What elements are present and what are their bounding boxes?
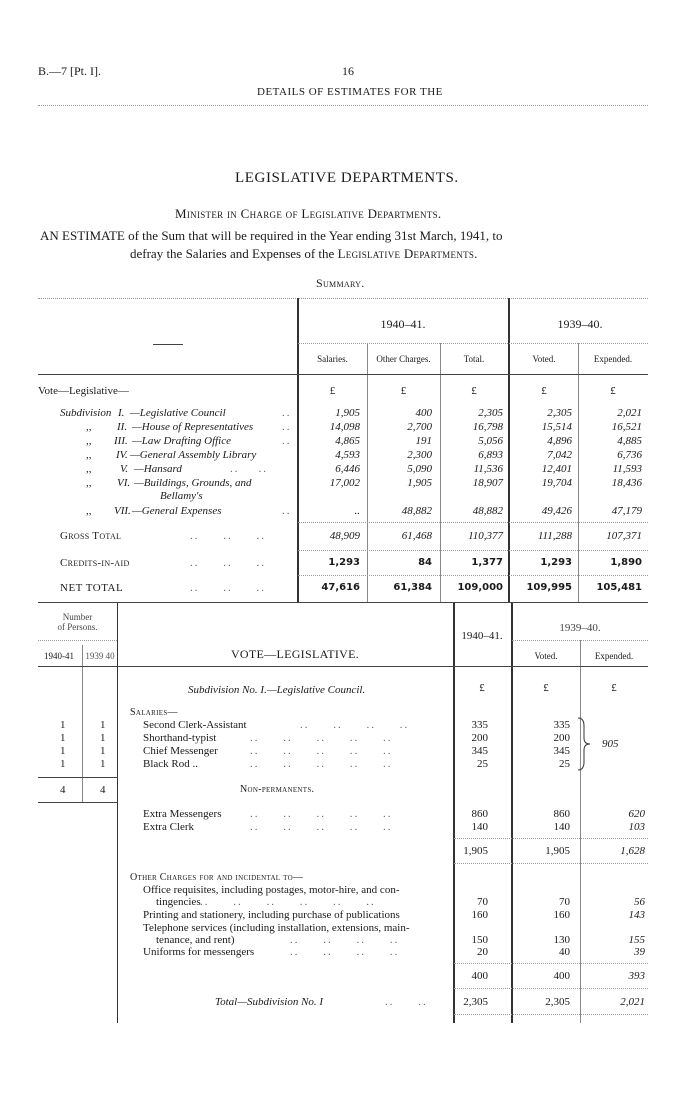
summary-heading: Summary. [316, 276, 365, 290]
subtotal-rule [298, 575, 648, 576]
subtotal-rule [454, 838, 648, 839]
col-line [367, 343, 368, 603]
department-title: LEGISLATIVE DEPARTMENTS. [235, 170, 459, 186]
col-voted: Voted. [534, 651, 558, 661]
subtotal-rule [298, 550, 648, 551]
bottom-rule [454, 1014, 648, 1015]
persons-rule [38, 640, 117, 641]
detail-header-rule [38, 666, 648, 667]
estimate-text-line1: AN ESTIMATE of the Sum that will be required in the Year ending 31st March, 1941, to [40, 228, 503, 243]
pound-sign: £ [611, 682, 617, 694]
persons-total-1939: 4 [100, 784, 106, 796]
detail-col-line [580, 640, 581, 1023]
detail-year-1939: 1939–40. [559, 622, 601, 634]
salaries-expended: 905 [602, 738, 619, 750]
persons-col-line [82, 645, 83, 803]
number-of-persons-header: Number of Persons. [57, 612, 98, 632]
subtotal-rule [298, 522, 648, 523]
summary-year-1940: 1940–41. [380, 317, 426, 331]
persons-total-bottom-rule [38, 802, 117, 803]
header-bottom-rule [38, 374, 648, 375]
detail-year-1940: 1940–41. [461, 630, 503, 642]
salaries-heading: Salaries— [130, 707, 178, 718]
col-voted: Voted. [532, 354, 556, 364]
subdivision-heading: Subdivision No. I.—Legislative Council. [188, 684, 366, 696]
col-line [578, 343, 579, 603]
pound-sign: £ [610, 385, 616, 397]
subtotal-rule [454, 963, 648, 964]
pound-sign: £ [471, 385, 477, 397]
other-charges-heading: Other Charges for and incidental to— [130, 872, 304, 883]
header-rule [38, 105, 648, 106]
minister-heading: Minister in Charge of Legislative Departments. [175, 206, 442, 221]
persons-col-1939: 1939 40 [85, 651, 115, 661]
col-expended: Expended. [594, 651, 634, 661]
pound-sign: £ [541, 385, 547, 397]
col-total: Total. [463, 354, 485, 364]
persons-total-1940: 4 [60, 784, 66, 796]
summary-bottom-rule [38, 602, 648, 603]
non-permanents-heading: Non-permanents. [240, 784, 315, 795]
pound-sign: £ [400, 385, 407, 397]
brace-icon [576, 716, 592, 772]
col-salaries: Salaries. [317, 354, 348, 364]
page-number: 16 [342, 64, 354, 78]
year-rule [298, 343, 648, 344]
subtotal-rule [454, 863, 648, 864]
pound-sign: £ [543, 682, 549, 694]
vote-legislative-label: Vote—Legislative— [38, 385, 129, 397]
stub-dash [153, 344, 183, 345]
summary-year-1939: 1939–40. [557, 317, 603, 331]
col-other-charges: Other Charges. [376, 354, 431, 364]
col-expended: Expended. [593, 354, 633, 364]
pound-sign: £ [329, 385, 336, 397]
summary-top-rule [38, 298, 648, 299]
vote-legislative-title: VOTE—LEGISLATIVE. [230, 647, 360, 661]
pound-sign: £ [479, 682, 485, 694]
estimate-text-line2: defray the Salaries and Expenses of the Legislative Departments. [130, 246, 478, 261]
subtotal-rule [454, 988, 648, 989]
report-reference: B.—7 [Pt. I]. [38, 64, 101, 78]
persons-total-rule [38, 777, 117, 778]
running-title: DETAILS OF ESTIMATES FOR THE [257, 86, 443, 98]
persons-col-1940: 1940-41 [44, 651, 74, 661]
col-line [440, 343, 441, 603]
year-rule [512, 640, 648, 641]
